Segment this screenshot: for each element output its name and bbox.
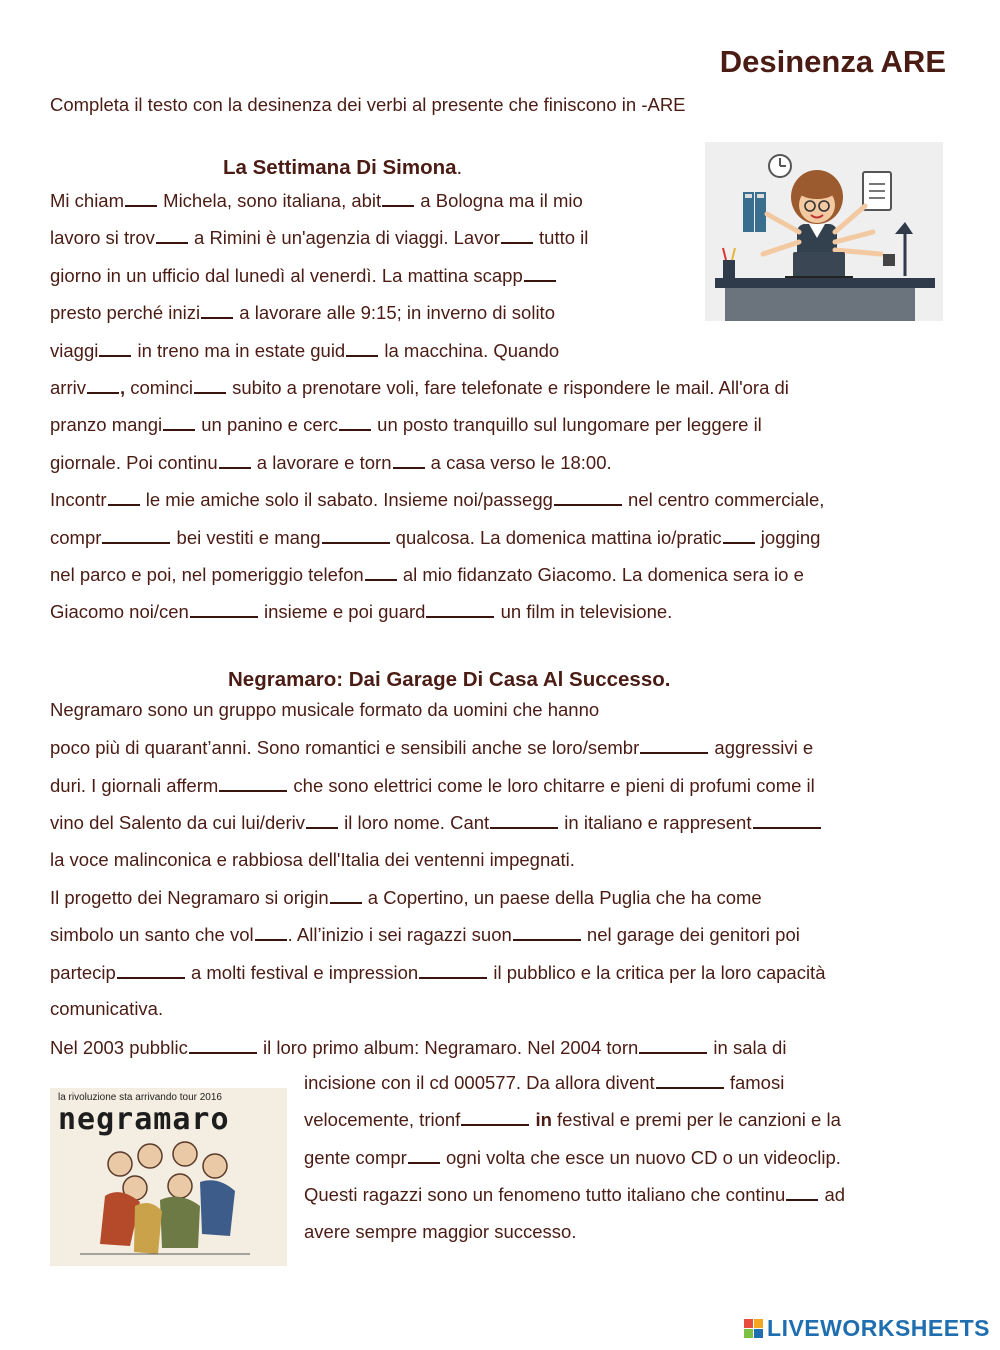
text-segment: aggressivi e bbox=[709, 737, 814, 759]
section2-right-line bbox=[304, 1146, 841, 1169]
answer-blank[interactable] bbox=[426, 600, 494, 618]
text-segment: le mie amiche solo il sabato. Insieme noi/passegg bbox=[140, 489, 553, 511]
answer-blank[interactable] bbox=[513, 923, 581, 941]
answer-blank[interactable] bbox=[255, 923, 287, 941]
text-segment: tutto il bbox=[533, 227, 589, 249]
section1-line bbox=[50, 264, 557, 287]
answer-blank[interactable] bbox=[408, 1146, 440, 1164]
answer-blank[interactable] bbox=[219, 451, 251, 469]
answer-blank[interactable] bbox=[330, 886, 362, 904]
answer-blank[interactable] bbox=[339, 413, 371, 431]
answer-blank[interactable] bbox=[723, 526, 755, 544]
text-segment: un posto tranquillo sul lungomare per leggere il bbox=[372, 414, 762, 436]
section2-line bbox=[50, 736, 813, 759]
section1-line bbox=[50, 189, 583, 212]
text-segment: a Copertino, un paese della Puglia che ha come bbox=[362, 887, 762, 908]
text-segment: a Bologna ma il mio bbox=[415, 190, 583, 211]
text-segment: . All’inizio i sei ragazzi suon bbox=[287, 924, 512, 946]
text-segment: presto perché inizi bbox=[50, 302, 201, 324]
section1-line bbox=[50, 413, 762, 436]
answer-blank[interactable] bbox=[190, 600, 258, 618]
text-segment: insieme e poi guard bbox=[258, 601, 426, 623]
answer-blank[interactable] bbox=[102, 526, 170, 544]
text-segment: vino del Salento da cui lui/deriv bbox=[50, 812, 306, 834]
text-segment: ad bbox=[819, 1184, 846, 1206]
section1-line bbox=[50, 563, 804, 586]
text-segment: festival e premi per le canzioni e la bbox=[551, 1109, 841, 1131]
section2-right-line bbox=[304, 1108, 841, 1131]
text-segment: in italiano e rappresent bbox=[559, 812, 752, 834]
text-segment: Nel 2003 pubblic bbox=[50, 1036, 188, 1058]
section1-heading-period: . bbox=[456, 156, 463, 179]
section1-line bbox=[50, 526, 820, 549]
section1-line bbox=[50, 376, 789, 399]
answer-blank[interactable] bbox=[163, 413, 195, 431]
text-segment: Il progetto dei Negramaro si origin bbox=[50, 887, 329, 908]
answer-blank[interactable] bbox=[501, 226, 533, 244]
answer-blank[interactable] bbox=[99, 339, 131, 357]
text-segment: Negramaro sono un gruppo musicale formato da uomini che hanno bbox=[50, 699, 600, 720]
section2-line bbox=[50, 886, 762, 909]
text-segment: qualcosa. La domenica mattina io/pratic bbox=[390, 526, 722, 548]
text-segment: viaggi bbox=[50, 339, 99, 361]
section2-right-line bbox=[304, 1071, 784, 1094]
section2-right-line bbox=[304, 1221, 576, 1243]
section2-line bbox=[50, 811, 822, 834]
text-segment: la macchina. Quando bbox=[379, 339, 560, 361]
text-segment: duri. I giornali afferm bbox=[50, 774, 219, 796]
answer-blank[interactable] bbox=[201, 301, 233, 319]
text-segment: jogging bbox=[755, 526, 821, 548]
text-segment: che sono elettrici come le loro chitarre e pieni di profumi come il bbox=[288, 774, 815, 796]
text-segment: nel parco e poi, nel pomeriggio telefon bbox=[50, 564, 364, 585]
text-segment: cominci bbox=[130, 377, 193, 398]
text-segment: , bbox=[119, 377, 131, 398]
section1-line bbox=[50, 226, 588, 249]
text-segment: al mio fidanzato Giacomo. La domenica sera io e bbox=[397, 564, 804, 585]
answer-blank[interactable] bbox=[306, 811, 338, 829]
text-segment: a molti festival e impression bbox=[185, 961, 419, 983]
text-segment: Michela, sono italiana, abit bbox=[158, 190, 382, 211]
text-segment: incisione con il cd 000577. Da allora divent bbox=[304, 1072, 655, 1093]
text-segment: velocemente, trionf bbox=[304, 1109, 461, 1131]
poster-tagline: la rivoluzione sta arrivando tour 2016 bbox=[58, 1092, 222, 1103]
answer-blank[interactable] bbox=[189, 1036, 257, 1054]
text-segment: subito a prenotare voli, fare telefonate e rispondere le mail. All'ora di bbox=[226, 377, 789, 398]
text-segment: a casa verso le 18:00. bbox=[425, 451, 612, 473]
text-segment: comunicativa. bbox=[50, 998, 164, 1020]
logo-tile bbox=[754, 1329, 763, 1338]
section1-heading bbox=[223, 156, 462, 180]
text-segment: poco più di quarant’anni. Sono romantici e sensibili anche se loro/sembr bbox=[50, 737, 640, 759]
text-segment: Mi chiam bbox=[50, 190, 125, 211]
text-segment: Giacomo noi/cen bbox=[50, 601, 189, 623]
liveworksheets-logo-icon bbox=[744, 1319, 763, 1338]
text-segment: a Rimini è un'agenzia di viaggi. Lavor bbox=[188, 227, 500, 249]
section1-line bbox=[50, 600, 672, 623]
text-segment: nel garage dei genitori poi bbox=[581, 924, 800, 946]
answer-blank[interactable] bbox=[108, 488, 140, 506]
text-segment: in sala di bbox=[708, 1036, 787, 1058]
text-segment: un panino e cerc bbox=[196, 414, 339, 436]
answer-blank[interactable] bbox=[461, 1108, 529, 1126]
text-segment: il loro primo album: Negramaro. Nel 2004 torn bbox=[257, 1036, 639, 1058]
answer-blank[interactable] bbox=[753, 811, 821, 829]
section1-line bbox=[50, 488, 824, 511]
answer-blank[interactable] bbox=[393, 451, 425, 469]
text-segment: pranzo mangi bbox=[50, 414, 163, 436]
negramaro-poster bbox=[50, 1088, 287, 1266]
answer-blank[interactable] bbox=[382, 189, 414, 207]
text-segment: Incontr bbox=[50, 489, 107, 511]
text-segment: simbolo un santo che vol bbox=[50, 924, 254, 946]
logo-tile bbox=[754, 1319, 763, 1328]
answer-blank[interactable] bbox=[346, 339, 378, 357]
text-segment: Questi ragazzi sono un fenomeno tutto italiano che continu bbox=[304, 1184, 786, 1206]
answer-blank[interactable] bbox=[219, 774, 287, 792]
section2-line bbox=[50, 1036, 786, 1059]
text-segment: partecip bbox=[50, 961, 116, 983]
office-worker-icon bbox=[705, 142, 943, 321]
liveworksheets-brand-text: LIVEWORKSHEETS bbox=[767, 1315, 990, 1341]
text-segment: a lavorare e torn bbox=[251, 451, 392, 473]
text-segment: avere sempre maggior successo. bbox=[304, 1220, 577, 1242]
answer-blank[interactable] bbox=[365, 563, 397, 581]
text-segment: lavoro si trov bbox=[50, 227, 155, 249]
text-segment: il pubblico e la critica per la loro capacità bbox=[488, 961, 826, 983]
text-segment: un film in televisione. bbox=[495, 601, 673, 623]
answer-blank[interactable] bbox=[125, 189, 157, 207]
answer-blank[interactable] bbox=[786, 1183, 818, 1201]
section2-line bbox=[50, 923, 800, 946]
section1-line bbox=[50, 301, 555, 324]
text-segment: gente compr bbox=[304, 1146, 407, 1168]
section2-line bbox=[50, 774, 815, 797]
section2-line bbox=[50, 699, 599, 721]
answer-blank[interactable] bbox=[524, 264, 556, 282]
answer-blank[interactable] bbox=[656, 1071, 724, 1089]
section1-line bbox=[50, 451, 612, 474]
text-segment: giorno in un ufficio dal lunedì al venerdì. La mattina scapp bbox=[50, 264, 523, 286]
office-worker-illustration bbox=[705, 142, 943, 321]
liveworksheets-logo[interactable] bbox=[744, 1315, 990, 1342]
section2-line bbox=[50, 961, 826, 984]
answer-blank[interactable] bbox=[322, 526, 390, 544]
section1-line bbox=[50, 339, 559, 362]
logo-tile bbox=[744, 1319, 753, 1328]
section2-line bbox=[50, 849, 575, 871]
answer-blank[interactable] bbox=[194, 376, 226, 394]
logo-tile bbox=[744, 1329, 753, 1338]
text-segment: a lavorare alle 9:15; in inverno di solito bbox=[234, 302, 555, 324]
section2-right-line bbox=[304, 1183, 845, 1206]
instructions: Completa il testo con la desinenza dei verbi al presente che finiscono in -ARE bbox=[50, 94, 686, 115]
text-segment: in bbox=[535, 1109, 552, 1131]
text-segment: bei vestiti e mang bbox=[171, 526, 321, 548]
section2-line bbox=[50, 998, 163, 1020]
answer-blank[interactable] bbox=[117, 961, 185, 979]
text-segment: famosi bbox=[724, 1072, 785, 1093]
text-segment: il loro nome. Cant bbox=[339, 812, 490, 834]
band-members-illustration bbox=[50, 1136, 287, 1266]
text-segment: ogni volta che esce un nuovo CD o un videoclip. bbox=[440, 1146, 841, 1168]
text-segment: arriv bbox=[50, 377, 86, 398]
answer-blank[interactable] bbox=[490, 811, 558, 829]
poster-band-name: negramaro bbox=[58, 1102, 230, 1137]
answer-blank[interactable] bbox=[419, 961, 487, 979]
text-segment: in treno ma in estate guid bbox=[132, 339, 346, 361]
text-segment: la voce malinconica e rabbiosa dell'Italia dei ventenni impegnati. bbox=[50, 848, 575, 870]
text-segment: compr bbox=[50, 526, 102, 548]
text-segment: nel centro commerciale, bbox=[622, 489, 825, 511]
answer-blank[interactable] bbox=[156, 226, 188, 244]
answer-blank[interactable] bbox=[640, 736, 708, 754]
page-title: Desinenza ARE bbox=[719, 44, 946, 79]
section1-heading-text: La Settimana Di Simona bbox=[223, 156, 457, 179]
text-segment: giornale. Poi continu bbox=[50, 451, 218, 473]
answer-blank[interactable] bbox=[639, 1036, 707, 1054]
section2-heading: Negramaro: Dai Garage Di Casa Al Successo. bbox=[228, 668, 671, 691]
answer-blank[interactable] bbox=[554, 488, 622, 506]
answer-blank[interactable] bbox=[87, 376, 119, 394]
